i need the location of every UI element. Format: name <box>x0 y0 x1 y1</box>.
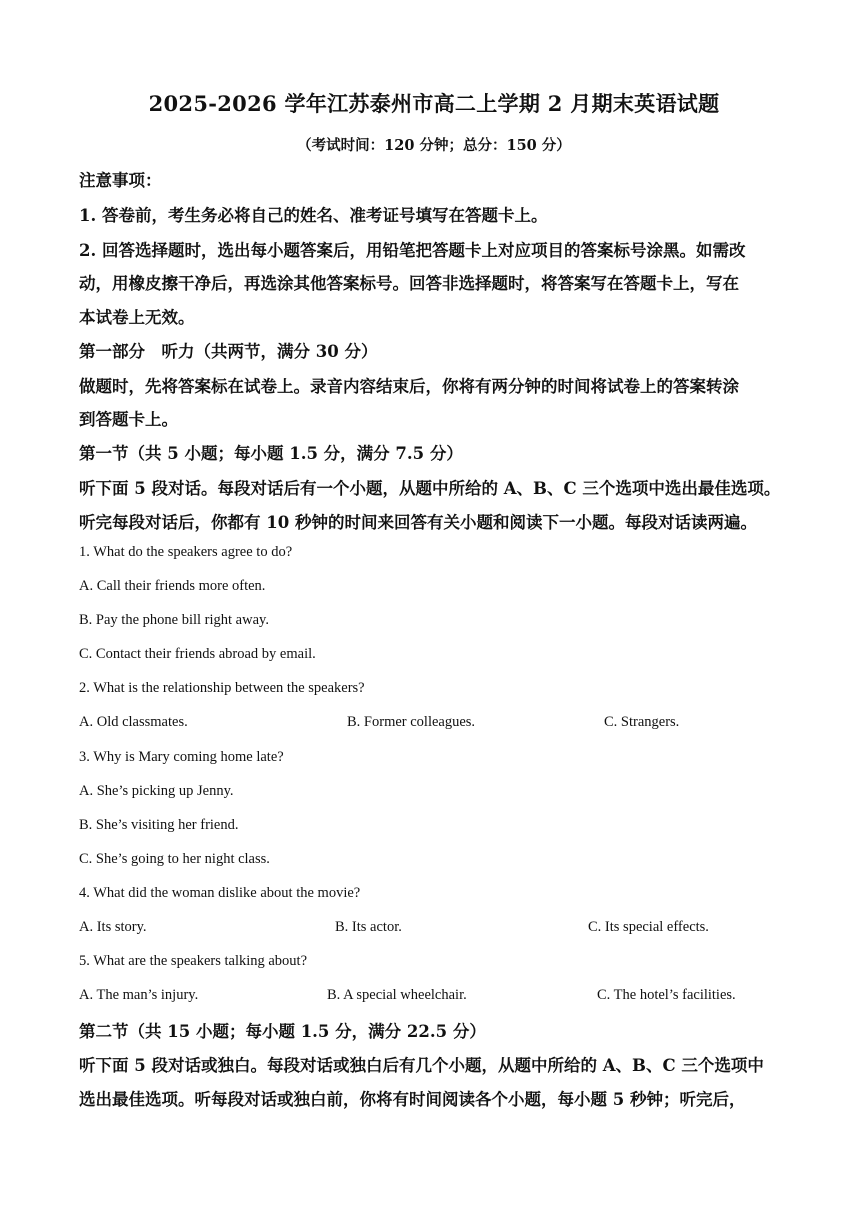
notice-item-2-line-1: 2. 回答选择题时，选出每小题答案后，用铅笔把答题卡上对应项目的答案标号涂黑。如需改 <box>79 241 746 260</box>
option-c: C. Strangers. <box>604 714 680 730</box>
option-b: B. She’s visiting her friend. <box>79 817 239 833</box>
section2-intro-line-1: 听下面 5 段对话或独白。每段对话或独白后有几个小题，从题中所给的 A、B、C 三个选项中 <box>79 1056 764 1075</box>
section1-intro-line-2: 听完每段对话后，你都有 10 秒钟的时间来回答有关小题和阅读下一小题。每段对话读两遍。 <box>79 513 757 532</box>
exam-time-and-score: （考试时间：120 分钟；总分：150 分） <box>297 137 571 154</box>
notice-item-1: 1. 答卷前，考生务必将自己的姓名、准考证号填写在答题卡上。 <box>79 206 548 225</box>
question-stem: 4. What did the woman dislike about the movie? <box>79 885 361 901</box>
option-b: B. Former colleagues. <box>347 714 476 730</box>
notice-item-2-line-2: 动，用橡皮擦干净后，再选涂其他答案标号。回答非选择题时，将答案写在答题卡上，写在 <box>79 274 739 293</box>
option-c: C. The hotel’s facilities. <box>597 987 736 1003</box>
notice-item-2-line-3: 本试卷上无效。 <box>79 308 195 327</box>
option-a: A. Its story. <box>79 919 147 935</box>
part1-intro-line-1: 做题时，先将答案标在试卷上。录音内容结束后，你将有两分钟的时间将试卷上的答案转涂 <box>79 377 739 396</box>
notice-heading: 注意事项： <box>79 171 162 190</box>
option-b: B. Pay the phone bill right away. <box>79 612 269 628</box>
question-stem: 2. What is the relationship between the speakers? <box>79 680 365 696</box>
question-stem: 1. What do the speakers agree to do? <box>79 544 293 560</box>
option-c: C. She’s going to her night class. <box>79 851 270 867</box>
section2-heading: 第二节（共 15 小题；每小题 1.5 分，满分 22.5 分） <box>79 1022 486 1041</box>
option-a: A. The man’s injury. <box>79 987 199 1003</box>
option-a: A. Call their friends more often. <box>79 578 266 594</box>
section1-intro-line-1: 听下面 5 段对话。每段对话后有一个小题，从题中所给的 A、B、C 三个选项中选出最佳选项。 <box>79 479 781 498</box>
option-c: C. Contact their friends abroad by email. <box>79 646 316 662</box>
document-title: 2025-2026 学年江苏泰州市高二上学期 2 月期末英语试题 <box>148 91 720 116</box>
section2-intro-line-2: 选出最佳选项。听每段对话或独白前，你将有时间阅读各个小题，每小题 5 秒钟；听完后， <box>79 1090 746 1109</box>
question-stem: 5. What are the speakers talking about? <box>79 953 308 969</box>
option-b: B. Its actor. <box>335 919 402 935</box>
part1-intro-line-2: 到答题卡上。 <box>79 410 178 429</box>
option-a: A. Old classmates. <box>79 714 188 730</box>
option-b: B. A special wheelchair. <box>327 987 467 1003</box>
option-c: C. Its special effects. <box>588 919 709 935</box>
question-stem: 3. Why is Mary coming home late? <box>79 749 284 765</box>
option-a: A. She’s picking up Jenny. <box>79 783 234 799</box>
part1-heading: 第一部分 听力（共两节，满分 30 分） <box>79 342 378 361</box>
section1-heading: 第一节（共 5 小题；每小题 1.5 分，满分 7.5 分） <box>79 444 463 463</box>
